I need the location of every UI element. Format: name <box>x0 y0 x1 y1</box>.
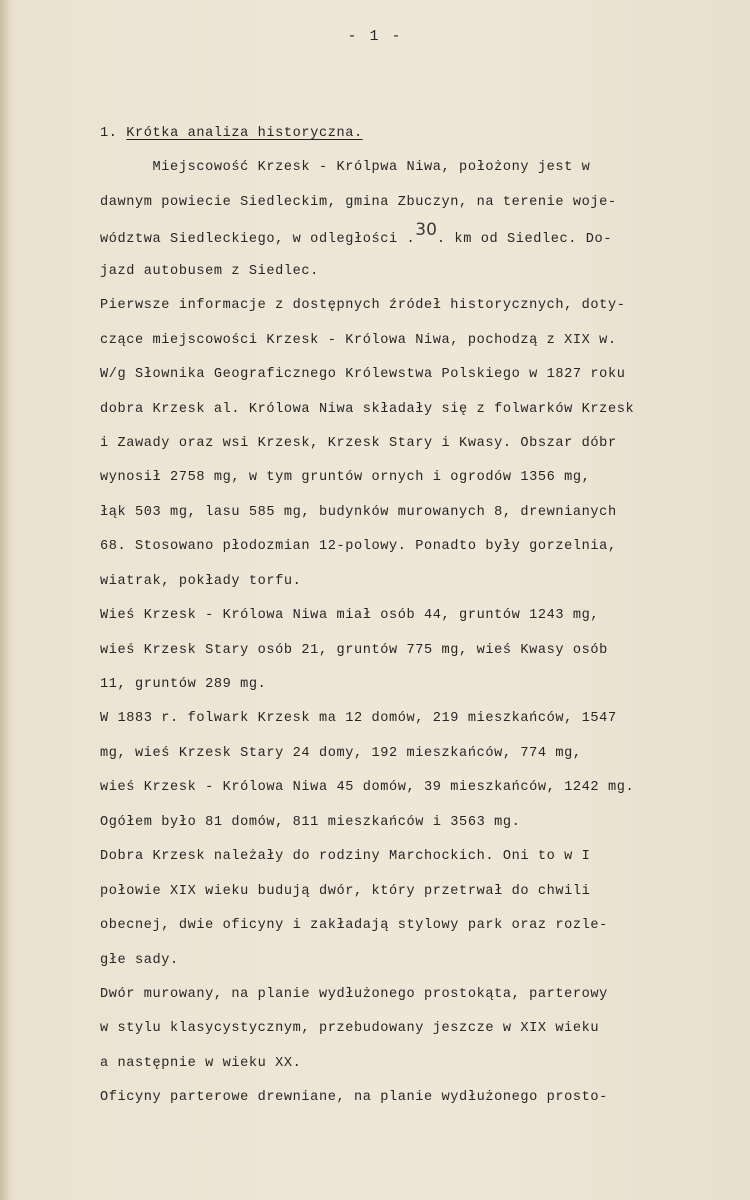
text-line: Dobra Krzesk należały do rodziny Marchockich. Oni to w I <box>100 849 591 865</box>
text-line: Oficyny parterowe drewniane, na planie wydłużonego prosto- <box>100 1090 608 1106</box>
text-line: 68. Stosowano płodozmian 12-polowy. Ponadto były gorzelnia, <box>100 539 617 555</box>
text-line: Pierwsze informacje z dostępnych źródeł historycznych, doty- <box>100 298 626 314</box>
text-line: W/g Słownika Geograficznego Królewstwa Polskiego w 1827 roku <box>100 367 626 383</box>
text-line: Ogółem było 81 domów, 811 mieszkańców i 3563 mg. <box>100 814 521 830</box>
text-line: jazd autobusem z Siedlec. <box>100 263 319 279</box>
text-line: wieś Krzesk - Królowa Niwa 45 domów, 39 mieszkańców, 1242 mg. <box>100 780 635 796</box>
page-number: - 1 - <box>347 28 403 45</box>
text-line: połowie XIX wieku budują dwór, który przetrwał do chwili <box>100 883 591 899</box>
line-text-after: . km od Siedlec. Do- <box>436 232 613 248</box>
text-line-with-handwritten-value <box>100 220 740 254</box>
text-line: obecnej, dwie oficyny i zakładają stylowy park oraz rozle- <box>100 918 608 934</box>
handwritten-distance: 30 <box>415 220 437 241</box>
text-line: dawnym powiecie Siedleckim, gmina Zbuczyn, na terenie woje- <box>100 194 617 210</box>
heading-title: Krótka analiza historyczna. <box>126 126 363 141</box>
line-text-before: wództwa Siedleckiego, w odległości . <box>100 232 416 248</box>
text-line: Miejscowość Krzesk - Królpwa Niwa, położony jest w <box>100 160 591 176</box>
text-line: wiatrak, pokłady torfu. <box>100 573 302 589</box>
page-edge-shadow <box>0 0 10 1200</box>
text-line: mg, wieś Krzesk Stary 24 domy, 192 mieszkańców, 774 mg, <box>100 745 582 761</box>
text-line: Wieś Krzesk - Królowa Niwa miał osób 44, gruntów 1243 mg, <box>100 608 600 624</box>
text-line: 11, gruntów 289 mg. <box>100 677 267 692</box>
text-line: dobra Krzesk al. Królowa Niwa składały się z folwarków Krzesk <box>100 401 635 417</box>
text-line: W 1883 r. folwark Krzesk ma 12 domów, 219 mieszkańców, 1547 <box>100 711 617 727</box>
text-line: głe sady. <box>100 952 179 968</box>
text-line: wieś Krzesk Stary osób 21, gruntów 775 mg, wieś Kwasy osób <box>100 642 608 658</box>
typed-text-body <box>100 117 740 1116</box>
section-heading <box>100 117 740 151</box>
text-line: i Zawady oraz wsi Krzesk, Krzesk Stary i Kwasy. Obszar dóbr <box>100 435 617 451</box>
text-line: Dwór murowany, na planie wydłużonego prostokąta, parterowy <box>100 986 608 1002</box>
text-line: wynosił 2758 mg, w tym gruntów ornych i ogrodów 1356 mg, <box>100 470 591 486</box>
text-line: a następnie w wieku XX. <box>100 1055 302 1071</box>
text-line: w stylu klasycystycznym, przebudowany jeszcze w XIX wieku <box>100 1021 600 1037</box>
heading-number: 1. <box>100 126 127 141</box>
text-line: czące miejscowości Krzesk - Królowa Niwa, pochodzą z XIX w. <box>100 332 617 348</box>
text-line: łąk 503 mg, lasu 585 mg, budynków murowanych 8, drewnianych <box>100 504 617 520</box>
